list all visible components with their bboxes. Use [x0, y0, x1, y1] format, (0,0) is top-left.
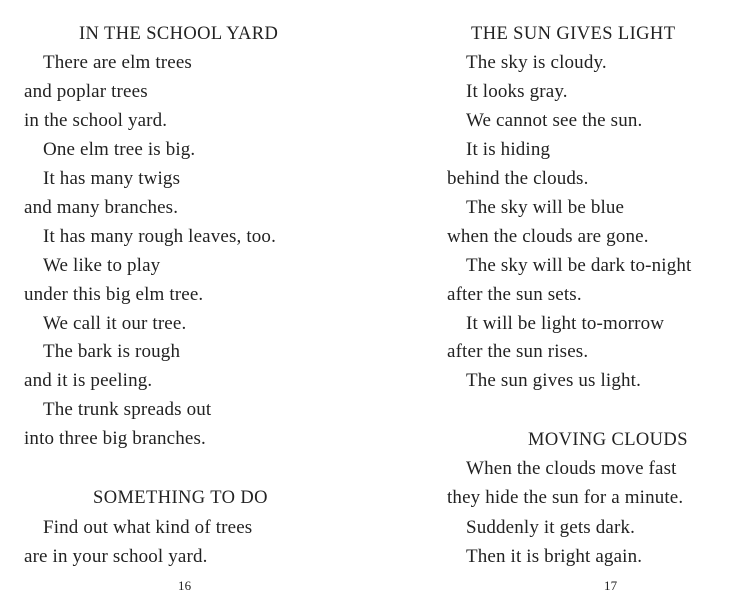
- text-line: One elm tree is big.: [43, 139, 196, 160]
- section-title-moving-clouds: MOVING CLOUDS: [528, 430, 688, 450]
- section-title-in-the-school-yard: IN THE SCHOOL YARD: [79, 24, 279, 44]
- text-line: The sky will be blue: [466, 197, 625, 218]
- text-line: The sky will be dark to-night: [466, 255, 692, 276]
- text-line: When the clouds move fast: [466, 458, 677, 479]
- text-line: We call it our tree.: [43, 313, 187, 334]
- text-line: The bark is rough: [43, 341, 181, 362]
- text-line: in the school yard.: [24, 110, 168, 131]
- section-title-something-to-do: SOMETHING TO DO: [93, 488, 268, 508]
- text-line: they hide the sun for a minute.: [447, 487, 684, 508]
- text-line: are in your school yard.: [24, 546, 208, 567]
- page-number: 16: [178, 578, 192, 593]
- text-line: and it is peeling.: [24, 370, 153, 391]
- text-line: behind the clouds.: [447, 168, 589, 189]
- text-line: There are elm trees: [43, 52, 192, 73]
- text-line: into three big branches.: [24, 428, 206, 449]
- text-line: The sky is cloudy.: [466, 52, 607, 73]
- text-line: and poplar trees: [24, 81, 148, 102]
- text-line: Suddenly it gets dark.: [466, 517, 636, 538]
- page-number: 17: [604, 578, 618, 593]
- text-line: It is hiding: [466, 139, 551, 160]
- text-line: It has many twigs: [43, 168, 181, 189]
- text-line: It will be light to-morrow: [466, 313, 665, 334]
- text-line: when the clouds are gone.: [447, 226, 649, 247]
- text-line: under this big elm tree.: [24, 284, 204, 305]
- text-line: Then it is bright again.: [466, 546, 643, 567]
- text-line: The sun gives us light.: [466, 370, 641, 391]
- right-page: [374, 0, 748, 606]
- text-line: We cannot see the sun.: [466, 110, 643, 131]
- text-line: and many branches.: [24, 197, 179, 218]
- text-line: after the sun rises.: [447, 341, 589, 362]
- text-line: The trunk spreads out: [43, 399, 212, 420]
- section-title-the-sun-gives-light: THE SUN GIVES LIGHT: [471, 24, 676, 44]
- text-line: It looks gray.: [466, 81, 568, 102]
- text-line: It has many rough leaves, too.: [43, 226, 276, 247]
- text-line: Find out what kind of trees: [43, 517, 253, 538]
- text-line: after the sun sets.: [447, 284, 582, 305]
- text-line: We like to play: [43, 255, 161, 276]
